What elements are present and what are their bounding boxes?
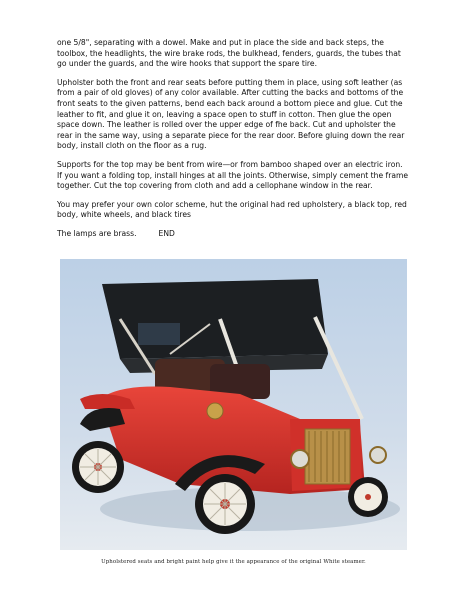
photo-caption: Upholstered seats and bright paint help give it the appearance of the original White steamer. bbox=[101, 559, 366, 565]
rear-window bbox=[138, 323, 180, 345]
headlight-right bbox=[370, 447, 386, 463]
car-top bbox=[102, 279, 328, 359]
closing-line bbox=[57, 229, 409, 240]
body-text bbox=[57, 38, 409, 248]
car-illustration bbox=[60, 259, 407, 550]
front-wheel-right bbox=[348, 477, 388, 517]
paragraph-3: Supports for the top may be bent from wire—or from bamboo shaped over an electric iron. If you want a folding top, install hinges at all the joints. Otherwise, simply cement the frame together. Cut the top covering from cloth and add a cellophane window in the rear. bbox=[57, 159, 409, 191]
car-photo bbox=[60, 259, 407, 550]
paragraph-2: Upholster both the front and rear seats before putting them in place, using soft leather (as from a pair of old gloves) of any color available. After cutting the backs and bottoms of the front seats to the given patterns, bend each back around a bottom piece and glue. Cut the leather to fit, and glue it on, leaving a space open to stuff in cotton. Then glue the open space down. The leather is rolled over the upper edge of fhe back. Cut and upholster the rear in the same way, using a separate piece for the rear door. Before gluing down the rear body, install cloth on the floor as a rug. bbox=[57, 77, 405, 151]
closing-text: The lamps are brass. bbox=[57, 228, 137, 238]
side-lamp bbox=[207, 403, 223, 419]
paragraph-4: You may prefer your own color scheme, hut the original had red upholstery, a black top, red body, white wheels, and black tires bbox=[57, 199, 407, 220]
paragraph-1: one 5/8", separating with a dowel. Make and put in place the side and back steps, the toolbox, the headlights, the wire brake rods, the bulkhead, fenders, guards, the tubes that go under the guards, and the wire hooks that support the spare tire. bbox=[57, 38, 401, 69]
end-mark: END bbox=[158, 228, 175, 238]
headlight-left bbox=[291, 450, 309, 468]
